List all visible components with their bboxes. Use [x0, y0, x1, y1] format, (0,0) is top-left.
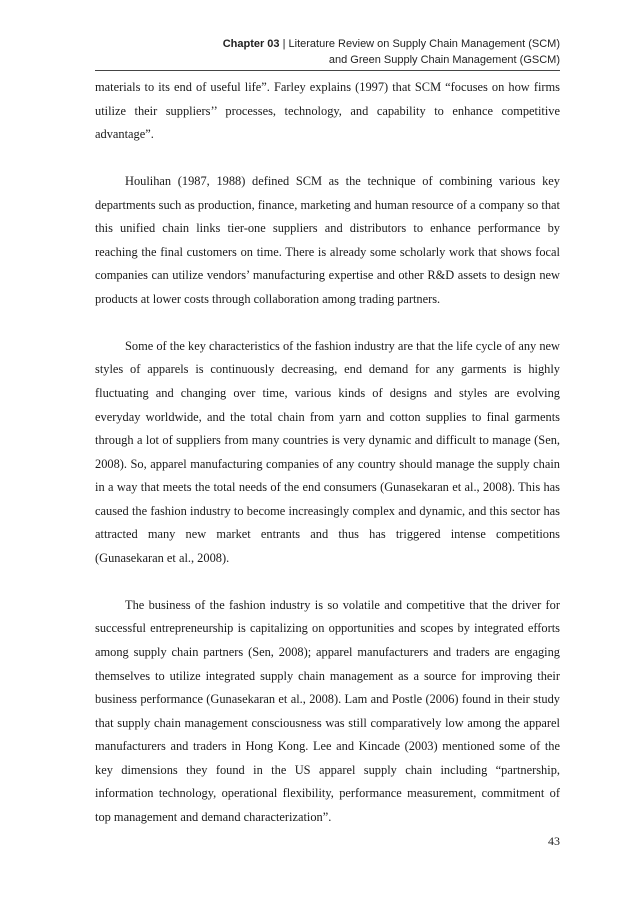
header-title-line-2: and Green Supply Chain Management (GSCM) [328, 53, 560, 66]
header-rule [95, 70, 560, 71]
header-separator: | [282, 38, 286, 50]
body-text [95, 76, 560, 829]
paragraph-fashion-business: The business of the fashion industry is so volatile and competitive that the driver for successful entrepreneurship is capitalizing on opportunities and scopes by integrated efforts among supply chain partners (Sen, 2008); apparel manufacturers and traders are engaging themselves to utilize integrated supply chain management as a source for improving their business performance (Gunasekaran et al., 2008). Lam and Postle (2006) found in their study that supply chain management consciousness was still comparatively low among the apparel manufacturers and traders in Hong Kong. Lee and Kincade (2003) mentioned some of the key dimensions they found in the US apparel supply chain including “partnership, information technology, operational flexibility, performance measurement, commitment of top management and demand characterization”. [95, 597, 560, 824]
header-title-line-1: Literature Review on Supply Chain Management (SCM) [288, 38, 560, 50]
page-number: 43 [548, 834, 560, 848]
header-line-1 [90, 37, 560, 53]
paragraph-fashion-characteristics: Some of the key characteristics of the fashion industry are that the life cycle of any new styles of apparels is continuously decreasing, end demand for any garments is highly fluctuating and changing over time, various kinds of designs and styles are evolving everyday worldwide, and the total chain from yarn and cotton supplies to final garments through a lot of suppliers from many countries is very dynamic and difficult to manage (Sen, 2008). So, apparel manufacturing companies of any country should manage the supply chain in a way that meets the total needs of the end consumers (Gunasekaran et al., 2008). This has caused the fashion industry to become increasingly complex and dynamic, and this sector has attracted many new market entrants and thus has triggered intense competitions (Gunasekaran et al., 2008). [95, 338, 560, 565]
running-header [90, 37, 560, 68]
chapter-label: Chapter 03 [222, 38, 280, 50]
paragraph-houlihan: Houlihan (1987, 1988) defined SCM as the technique of combining various key departments such as production, finance, marketing and human resource of a company so that this unified chain links tier-one suppliers and distributors to enhance performance by reaching the final customers on time. There is already some scholarly work that shows focal companies can utilize vendors’ manufacturing expertise and other R&D assets to design new products at lower costs through collaboration among trading partners. [95, 174, 560, 306]
paragraph-continuation: materials to its end of useful life”. Farley explains (1997) that SCM “focuses on how firms utilize their suppliers’’ processes, technology, and capability to enhance competitive advantage”. [95, 80, 560, 142]
